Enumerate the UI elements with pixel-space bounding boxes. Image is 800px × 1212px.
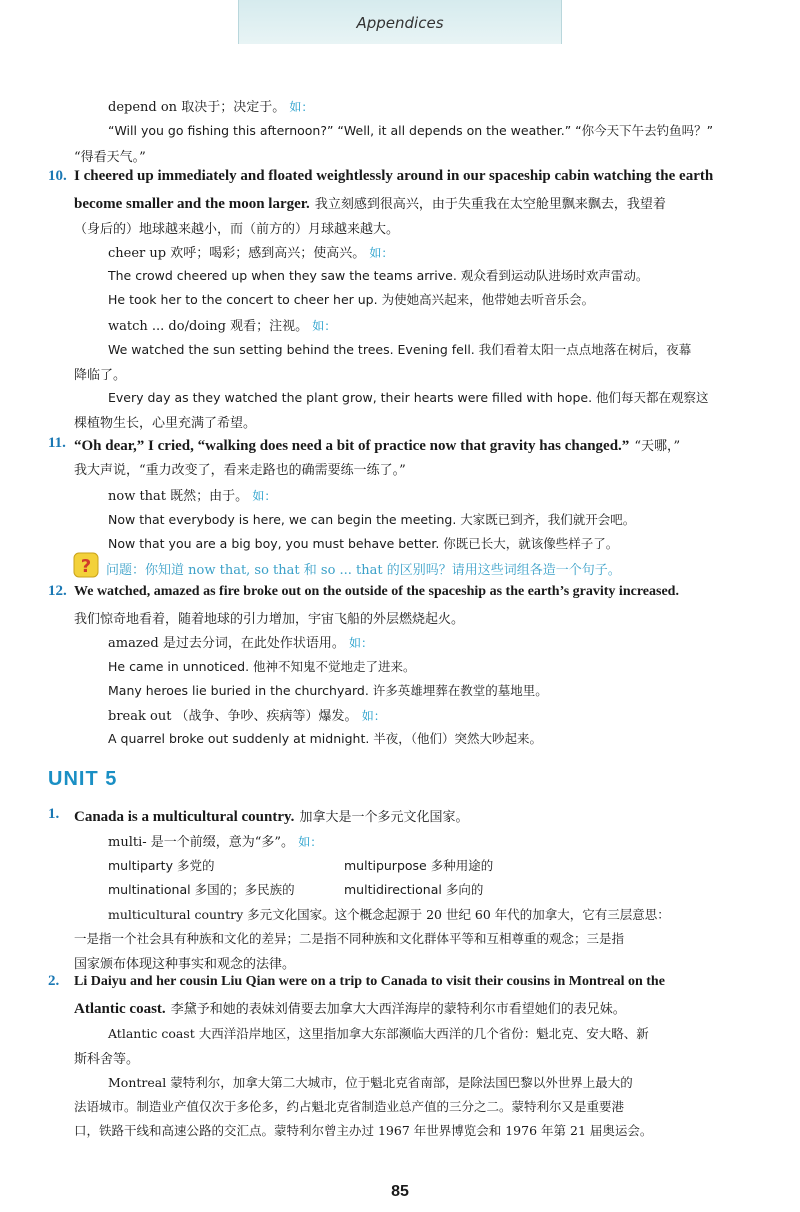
text-line: Atlantic coast 大西洋沿岸地区，这里指加拿大东部濒临大西洋的几个省份：魁北克、安大略、新 (108, 1026, 649, 1041)
text-line (108, 632, 373, 651)
term-watch: watch ... do/doing 观看；注视。 (108, 319, 309, 334)
example-line: “Will you go fishing this afternoon?” “Well, it all depends on the weather.” “你今天下午去钓鱼吗？” (108, 123, 714, 138)
key-sentence: I cheered up immediately and floated weightlessly around in our spaceship cabin watching the earth (74, 168, 714, 184)
example-word: multiparty 多党的 (108, 858, 215, 873)
text-line (108, 705, 386, 724)
key-sentence: We watched, amazed as fire broke out on the outside of the spaceship as the earth’s gravity increased. (74, 584, 679, 599)
translation: 我立刻感到很高兴，由于失重我在太空舱里飘来飘去，我望着 (314, 197, 666, 212)
example-line: Now that you are a big boy, you must behave better. 你既已长大，就该像些样子了。 (108, 536, 619, 551)
term-cheer-up: cheer up 欢呼；喝彩；感到高兴；使高兴。 (108, 246, 366, 261)
example-marker: 如： (298, 835, 323, 849)
text-line (108, 315, 336, 334)
text-line: 一是指一个社会具有种族和文化的差异；二是指不同种族和文化群体平等和互相尊重的观念；三是指 (74, 931, 625, 946)
term-multi: multi- 是一个前缀，意为“多”。 (108, 835, 295, 850)
example-marker: 如： (369, 246, 394, 260)
text-line (74, 435, 680, 455)
example-line: He took her to the concert to cheer her up. 为使她高兴起来，他带她去听音乐会。 (108, 292, 595, 307)
item-number: 12. (48, 583, 67, 599)
translation: “天哪，” (634, 439, 681, 454)
text-line: 国家颁布体现这种事实和观念的法律。 (74, 957, 296, 972)
text-line: Montreal 蒙特利尔，加拿大第二大城市，位于魁北克省南部，是除法国巴黎以外世界上最大的 (108, 1075, 633, 1090)
svg-text:?: ? (80, 556, 92, 577)
text-line (108, 831, 322, 850)
example-line: The crowd cheered up when they saw the teams arrive. 观众看到运动队进场时欢声雷动。 (108, 268, 649, 283)
text-line: multicultural country 多元文化国家。这个概念起源于 20 世纪 60 年代的加拿大，它有三层意思： (108, 907, 670, 922)
term-now-that: now that 既然；由于。 (108, 489, 249, 504)
item-number: 1. (48, 806, 60, 822)
translation: （身后的）地球越来越小，而（前方的）月球越来越大。 (74, 222, 400, 237)
example-marker: 如： (348, 636, 373, 650)
example-marker: 如： (312, 319, 337, 333)
example-line: Now that everybody is here, we can begin the meeting. 大家既已到齐，我们就开会吧。 (108, 512, 636, 527)
example-word: multipurpose 多种用途的 (344, 858, 494, 873)
example-line: 降临了。 (74, 368, 127, 383)
translation: 李黛予和她的表妹刘倩要去加拿大大西洋海岸的蒙特利尔市看望她们的表兄妹。 (170, 1002, 626, 1017)
text-line (74, 193, 666, 213)
text-line: 口，铁路干线和高速公路的交汇点。蒙特利尔曾主办过 1967 年世界博览会和 1976 年第 21 届奥运会。 (74, 1123, 653, 1138)
header-band (238, 0, 562, 44)
example-line: We watched the sun setting behind the trees. Evening fell. 我们看着太阳一点点地落在树后，夜幕 (108, 342, 692, 357)
example-marker: 如： (361, 709, 386, 723)
example-word: multinational 多国的；多民族的 (108, 882, 295, 897)
text-line (74, 806, 469, 826)
item-number: 10. (48, 168, 67, 184)
unit-heading: UNIT 5 (48, 768, 118, 790)
key-sentence: “Oh dear,” I cried, “walking does need a bit of practice now that gravity has changed.” (74, 438, 630, 454)
header-title: Appendices (356, 14, 444, 32)
example-line: “得看天气。” (74, 150, 146, 165)
question-icon (73, 552, 99, 578)
text-line (108, 96, 313, 115)
text-line: 斯科舍等。 (74, 1052, 140, 1067)
translation: 我大声说，“重力改变了，看来走路也的确需要练一练了。” (74, 463, 406, 478)
example-marker: 如： (252, 489, 277, 503)
translation: 我们惊奇地看着，随着地球的引力增加，宇宙飞船的外层燃烧起火。 (74, 612, 465, 627)
text-line (108, 242, 393, 261)
example-line: A quarrel broke out suddenly at midnight. 半夜，（他们）突然大吵起来。 (108, 731, 543, 746)
item-number: 11. (48, 435, 66, 451)
key-sentence: Atlantic coast. (74, 1001, 166, 1017)
example-line: 棵植物生长，心里充满了希望。 (74, 416, 257, 431)
key-sentence: become smaller and the moon larger. (74, 196, 310, 212)
translation: 加拿大是一个多元文化国家。 (299, 810, 469, 825)
term-amazed: amazed 是过去分词，在此处作状语用。 (108, 636, 345, 651)
example-word: multidirectional 多向的 (344, 882, 484, 897)
item-number: 2. (48, 973, 60, 989)
example-marker: 如： (289, 100, 314, 114)
text-line (108, 485, 276, 504)
text-line (74, 998, 626, 1018)
key-sentence: Canada is a multicultural country. (74, 809, 295, 825)
example-line: He came in unnoticed. 他神不知鬼不觉地走了进来。 (108, 659, 416, 674)
text-line: 法语城市。制造业产值仅次于多伦多，约占魁北克省制造业总产值的三分之二。蒙特利尔又是重要港 (74, 1099, 625, 1114)
term-break-out: break out （战争、争吵、疾病等）爆发。 (108, 709, 358, 724)
example-line: Many heroes lie buried in the churchyard. 许多英雄埋葬在教堂的墓地里。 (108, 683, 548, 698)
example-line: Every day as they watched the plant grow, their hearts were filled with hope. 他们每天都在观察这 (108, 390, 709, 405)
term-depend-on: depend on 取决于；决定于。 (108, 100, 286, 115)
page-number: 85 (391, 1183, 409, 1200)
question-prompt: 问题：你知道 now that, so that 和 so ... that 的区别吗？请用这些词组各造一个句子。 (106, 563, 621, 578)
key-sentence: Li Daiyu and her cousin Liu Qian were on a trip to Canada to visit their cousins in Montreal on the (74, 974, 665, 989)
